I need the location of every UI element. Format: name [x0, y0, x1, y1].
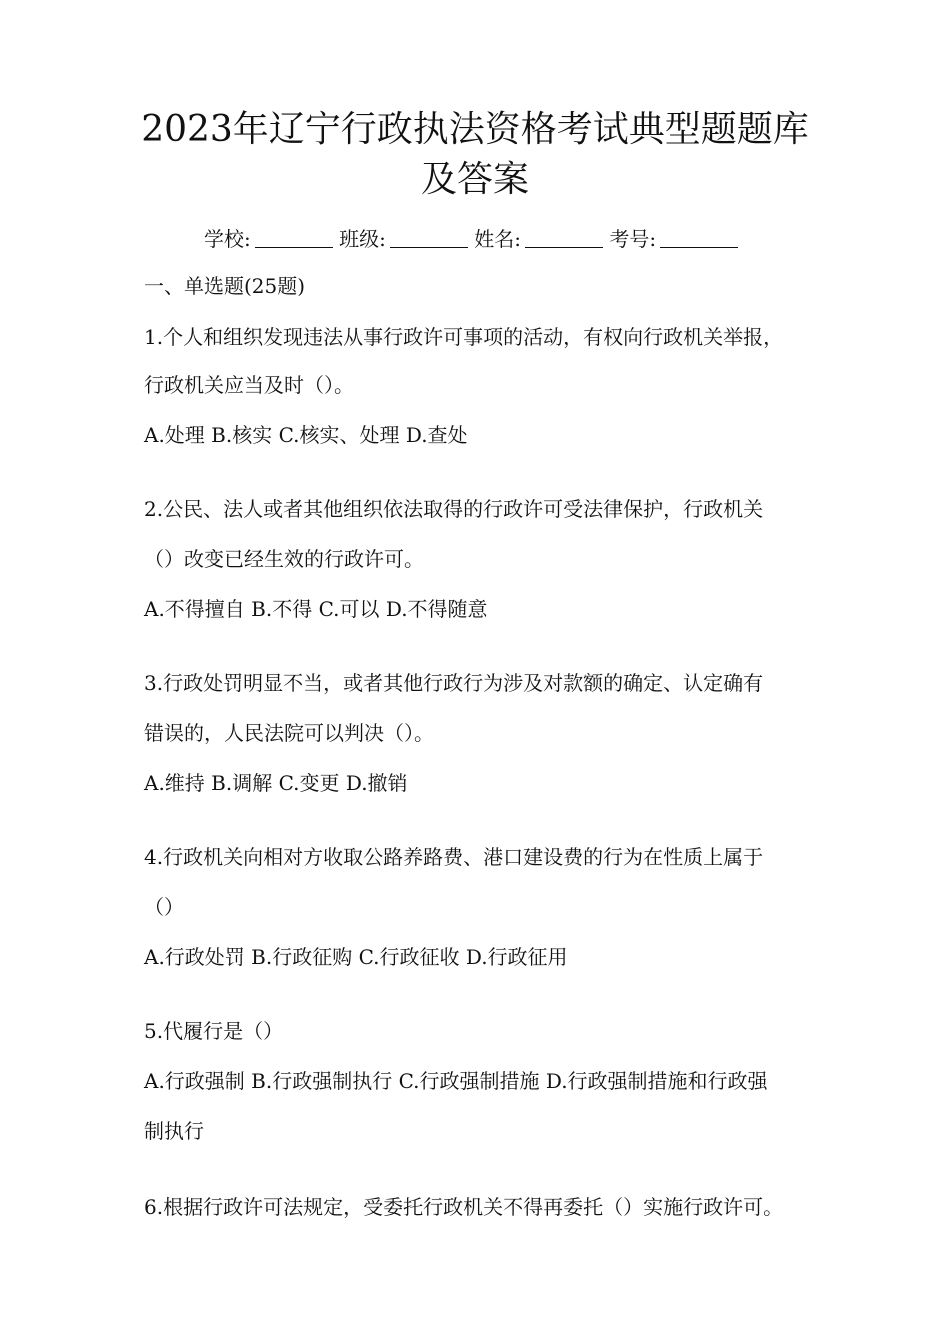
question-1-stem-line-2: 行政机关应当及时（）。: [144, 373, 354, 397]
question-6-stem: 6.根据行政许可法规定，受委托行政机关不得再委托（）实施行政许可。: [144, 1195, 784, 1219]
class-blank: [390, 227, 468, 248]
question-3-stem-line-1: 3.行政处罚明显不当，或者其他行政行为涉及对款额的确定、认定确有: [144, 671, 764, 695]
question-1-stem-line-1: 1.个人和组织发现违法从事行政许可事项的活动，有权向行政机关举报，: [144, 325, 784, 349]
name-label: 姓名:: [474, 227, 521, 251]
question-5-options-line-2: 制执行: [144, 1119, 204, 1143]
student-info-row: [204, 224, 764, 254]
question-4-options: A.行政处罚 B.行政征购 C.行政征收 D.行政征用: [144, 945, 568, 969]
class-label: 班级:: [339, 227, 386, 251]
question-5-stem: 5.代履行是（）: [144, 1019, 284, 1043]
question-1-options: A.处理 B.核实 C.核实、处理 D.查处: [144, 423, 468, 447]
question-3-options: A.维持 B.调解 C.变更 D.撤销: [144, 771, 408, 795]
school-blank: [255, 227, 333, 248]
question-2-stem-line-1: 2.公民、法人或者其他组织依法取得的行政许可受法律保护，行政机关: [144, 497, 764, 521]
id-label: 考号:: [609, 227, 657, 251]
section-heading: 一、单选题(25题): [144, 274, 306, 298]
question-3-stem-line-2: 错误的，人民法院可以判决（）。: [144, 721, 434, 745]
school-label: 学校:: [204, 227, 251, 251]
question-5-options-line-1: A.行政强制 B.行政强制执行 C.行政强制措施 D.行政强制措施和行政强: [144, 1069, 768, 1093]
id-blank: [660, 227, 738, 248]
question-2-stem-line-2: （）改变已经生效的行政许可。: [144, 547, 424, 571]
question-4-stem-line-1: 4.行政机关向相对方收取公路养路费、港口建设费的行为在性质上属于: [144, 845, 764, 869]
name-blank: [525, 227, 603, 248]
question-2-options: A.不得擅自 B.不得 C.可以 D.不得随意: [144, 597, 488, 621]
document-title-line-1: 2023年辽宁行政执法资格考试典型题题库: [141, 109, 809, 150]
question-4-stem-line-2: （）: [144, 895, 184, 919]
document-title-line-2: 及答案: [420, 159, 529, 200]
